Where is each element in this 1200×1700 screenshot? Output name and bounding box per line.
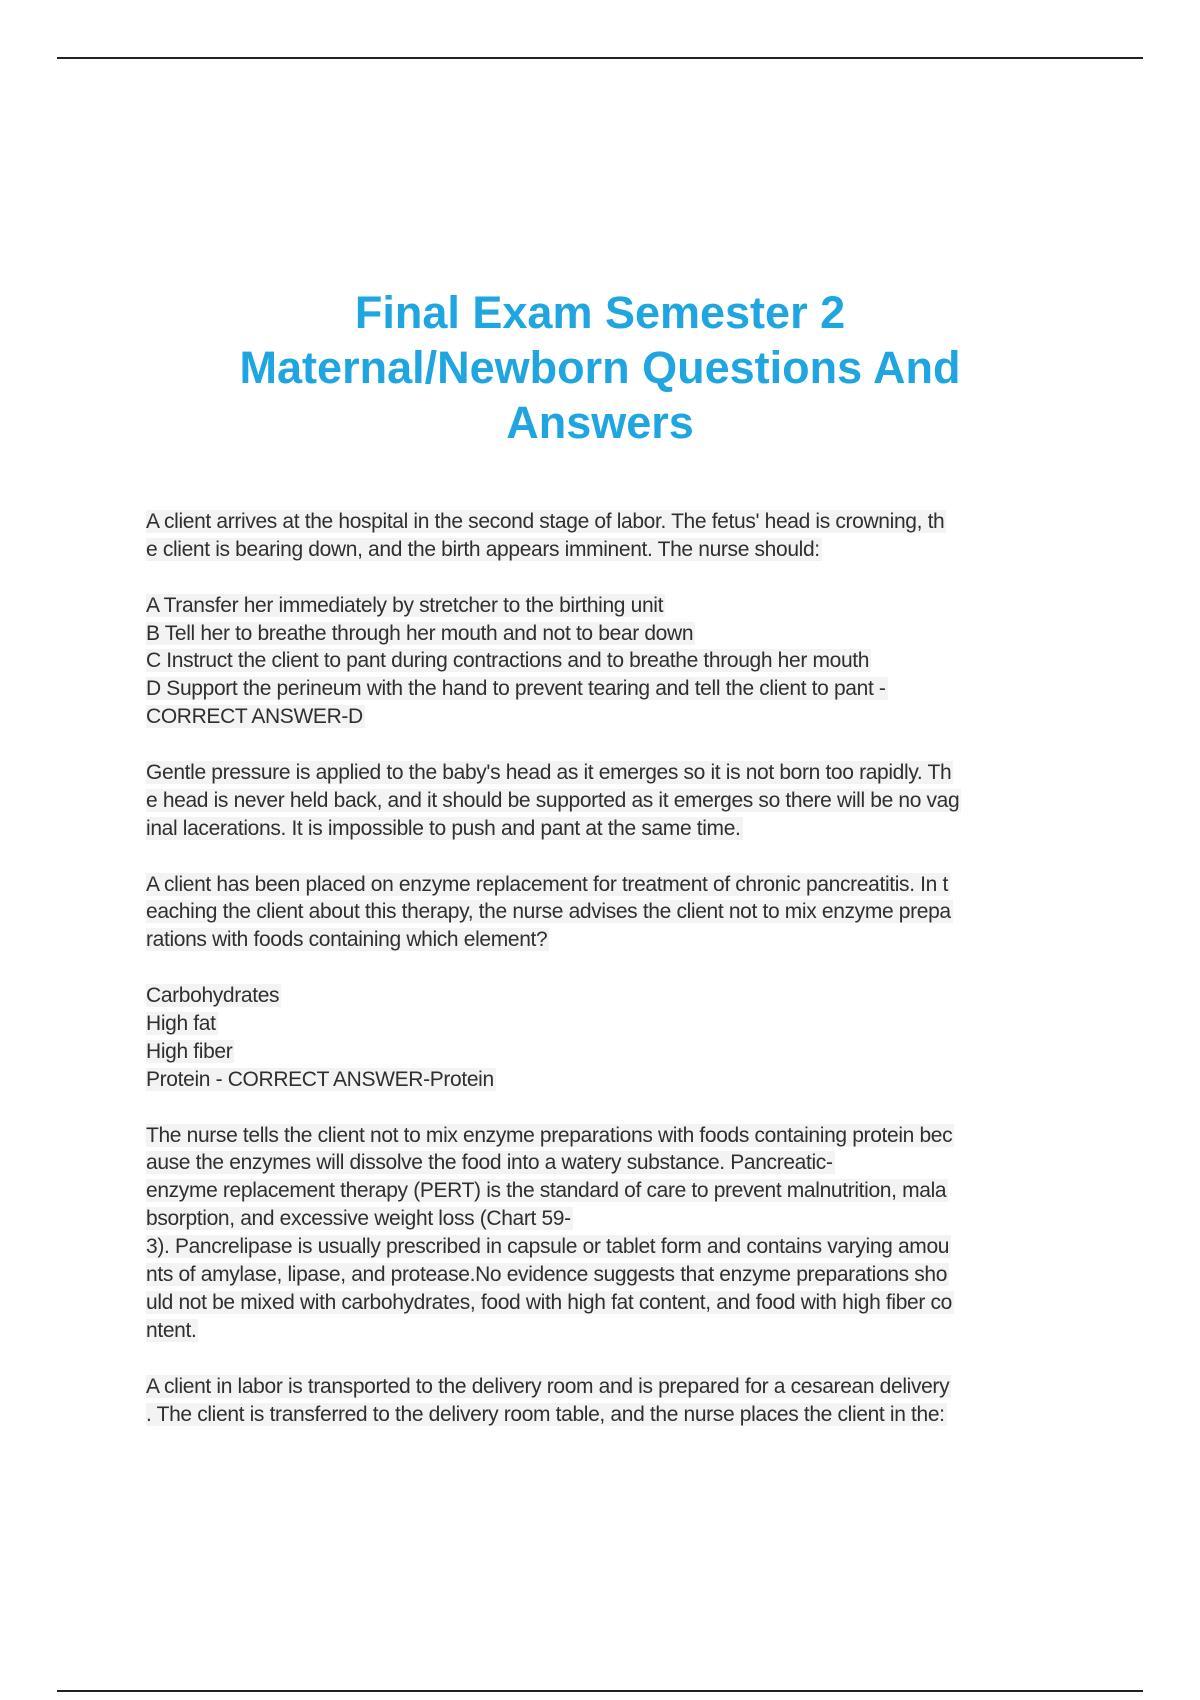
question-1-stem-line: A client arrives at the hospital in the second stage of labor. The fetus' head is crowning, th: [146, 510, 945, 533]
question-2-rationale-line: ntent.: [146, 1318, 197, 1342]
question-3: [146, 1373, 1091, 1429]
question-1-correct-answer: CORRECT ANSWER-D: [146, 705, 363, 729]
question-2-rationale-line: The nurse tells the client not to mix enzyme preparations with foods containing protein bec: [146, 1123, 953, 1147]
title-line-2: Maternal/Newborn Questions And: [239, 342, 961, 393]
question-2-rationale-line: enzyme replacement therapy (PERT) is the standard of care to prevent malnutrition, mala: [146, 1179, 947, 1203]
question-2-rationale-line: uld not be mixed with carbohydrates, food with high fat content, and food with high fiber co: [146, 1290, 952, 1314]
question-2-rationale-line: nts of amylase, lipase, and protease.No evidence suggests that enzyme preparations sho: [146, 1263, 948, 1287]
question-2-rationale-line: bsorption, and excessive weight loss (Chart 59-: [146, 1207, 571, 1231]
question-1-option-c: C Instruct the client to pant during contractions and to breathe through her mouth: [146, 649, 870, 673]
title-line-1: Final Exam Semester 2: [354, 287, 846, 338]
question-2: [146, 871, 1091, 1345]
question-2-option: High fat: [146, 1012, 216, 1036]
page-title: [0, 285, 1200, 450]
question-2-rationale-line: 3). Pancrelipase is usually prescribed in capsule or tablet form and contains varying amou: [146, 1235, 950, 1259]
question-2-stem-line: eaching the client about this therapy, the nurse advises the client not to mix enzyme prepa: [146, 900, 951, 924]
question-2-stem-line: A client has been placed on enzyme replacement for treatment of chronic pancreatitis. In t: [146, 872, 948, 896]
question-2-option-correct: Protein - CORRECT ANSWER-Protein: [146, 1067, 494, 1091]
bottom-rule: [57, 1690, 1143, 1692]
question-2-option: High fiber: [146, 1039, 233, 1063]
question-1-option-a: A Transfer her immediately by stretcher to the birthing unit: [146, 593, 664, 617]
question-1-option-b: B Tell her to breathe through her mouth and not to bear down: [146, 621, 694, 645]
question-3-stem-line: A client in labor is transported to the delivery room and is prepared for a cesarean delivery: [146, 1374, 950, 1398]
question-1-rationale-line: inal lacerations. It is impossible to push and pant at the same time.: [146, 816, 741, 840]
question-1-rationale-line: Gentle pressure is applied to the baby's head as it emerges so it is not born too rapidly. Th: [146, 761, 952, 785]
question-1-stem-line: e client is bearing down, and the birth appears imminent. The nurse should:: [146, 537, 820, 561]
title-line-3: Answers: [506, 397, 694, 448]
question-1-option-d: D Support the perineum with the hand to prevent tearing and tell the client to pant -: [146, 677, 886, 701]
document-body: [146, 508, 1091, 1428]
question-2-stem-line: rations with foods containing which element?: [146, 928, 548, 952]
question-2-rationale-line: ause the enzymes will dissolve the food into a watery substance. Pancreatic-: [146, 1151, 833, 1175]
question-1-rationale-line: e head is never held back, and it should be supported as it emerges so there will be no vag: [146, 788, 960, 812]
question-3-stem-line: . The client is transferred to the delivery room table, and the nurse places the client in the:: [146, 1402, 945, 1426]
question-2-option: Carbohydrates: [146, 984, 280, 1008]
question-1: [146, 508, 1091, 843]
top-rule: [57, 57, 1143, 59]
